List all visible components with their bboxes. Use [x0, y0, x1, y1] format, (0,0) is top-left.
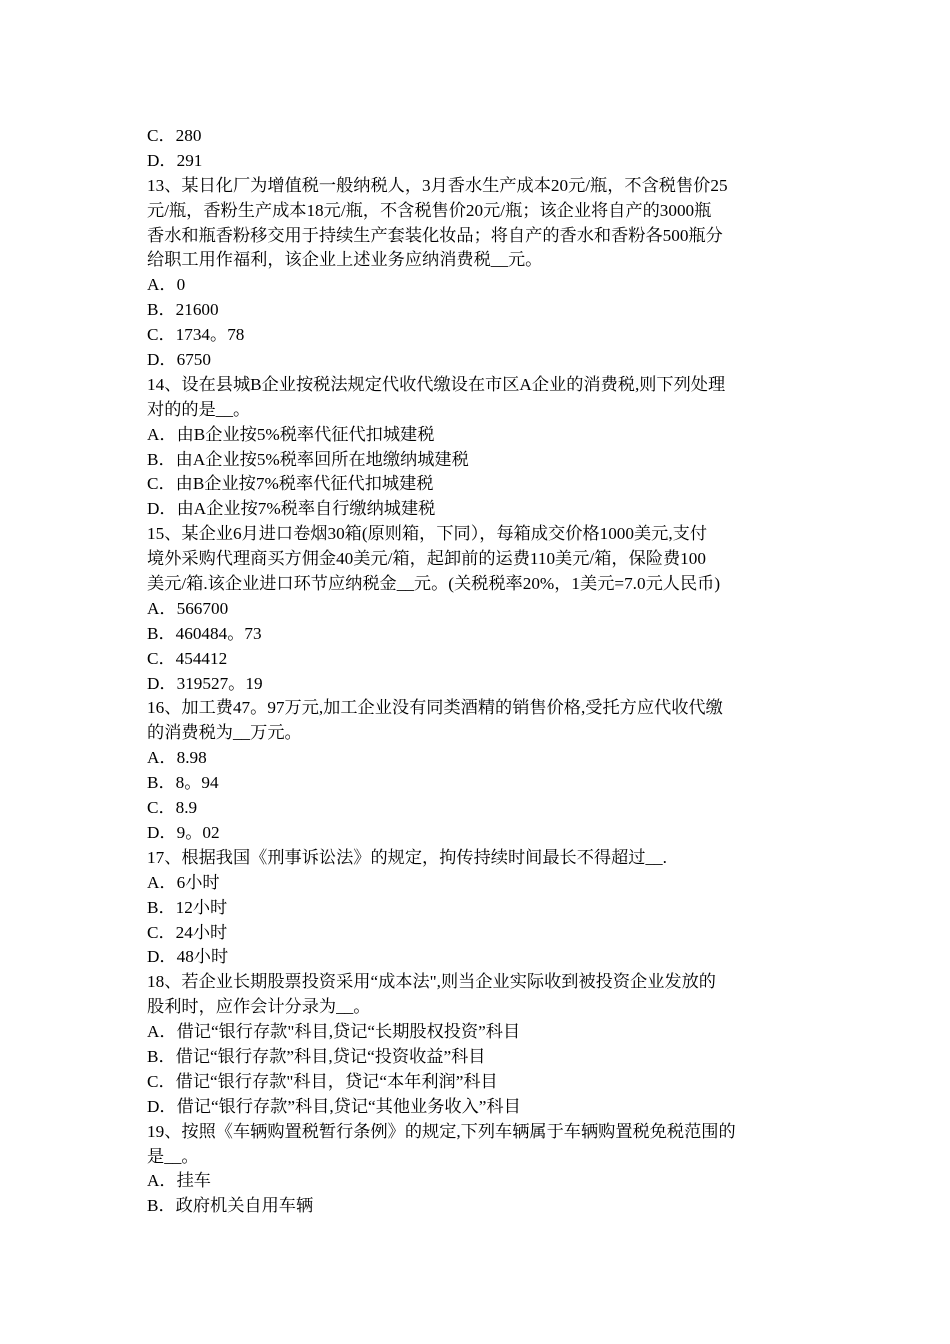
answer-option: D．291: [147, 150, 203, 170]
answer-option: B．21600: [147, 300, 219, 320]
question-text-line: 美元/箱.该企业进口环节应纳税金__元。(关税税率20%，1美元=7.0元人民币): [147, 574, 721, 594]
question-text-line: 19、按照《车辆购置税暂行条例》的规定,下列车辆属于车辆购置税免税范围的: [147, 1121, 736, 1141]
question-text-line: 18、若企业长期股票投资采用“成本法",则当企业实际收到被投资企业发放的: [147, 972, 716, 992]
question-text-line: 境外采购代理商买方佣金40美元/箱，起卸前的运费110美元/箱，保险费100: [147, 549, 706, 569]
document-page: [147, 124, 809, 1219]
answer-option: A．0: [147, 275, 186, 295]
question-text-line: 14、设在县城B企业按税法规定代收代缴设在市区A企业的消费税,则下列处理: [147, 374, 726, 394]
answer-option: B．政府机关自用车辆: [147, 1196, 314, 1216]
question-text-line: 给职工用作福利，该企业上述业务应纳消费税__元。: [147, 250, 543, 270]
answer-option: A．挂车: [147, 1171, 211, 1191]
question-text-line: 16、加工费47。97万元,加工企业没有同类酒精的销售价格,受托方应代收代缴: [147, 698, 723, 718]
answer-option: D．48小时: [147, 947, 229, 967]
question-text-line: 是__。: [147, 1146, 199, 1166]
answer-option: C．280: [147, 126, 202, 145]
question-text-line: 15、某企业6月进口卷烟30箱(原则箱，下同），每箱成交价格1000美元,支付: [147, 524, 708, 544]
answer-option: D．由A企业按7%税率自行缴纳城建税: [147, 499, 436, 519]
answer-option: C．借记“银行存款"科目，贷记“本年利润”科目: [147, 1071, 498, 1091]
answer-option: B．12小时: [147, 897, 228, 917]
question-text-line: 元/瓶，香粉生产成本18元/瓶，不含税售价20元/瓶；该企业将自产的3000瓶: [147, 200, 712, 220]
answer-option: C．由B企业按7%税率代征代扣城建税: [147, 474, 434, 494]
answer-option: A．由B企业按5%税率代征代扣城建税: [147, 424, 435, 444]
question-text-line: 对的的是__。: [147, 399, 251, 419]
answer-option: D．9。02: [147, 822, 220, 842]
answer-option: A．6小时: [147, 872, 220, 892]
answer-option: B．借记“银行存款”科目,贷记“投资收益”科目: [147, 1046, 486, 1066]
question-text-line: 股利时，应作会计分录为__。: [147, 997, 371, 1017]
answer-option: C．454412: [147, 648, 228, 668]
answer-option: A．8.98: [147, 748, 207, 768]
question-text-line: 13、某日化厂为增值税一般纳税人，3月香水生产成本20元/瓶，不含税售价25: [147, 175, 728, 195]
answer-option: A．566700: [147, 598, 229, 618]
answer-option: B．8。94: [147, 773, 219, 793]
answer-option: D．借记“银行存款”科目,贷记“其他业务收入”科目: [147, 1096, 521, 1116]
question-text-line: 17、根据我国《刑事诉讼法》的规定，拘传持续时间最长不得超过__.: [147, 847, 667, 867]
answer-option: A．借记“银行存款"科目,贷记“长期股权投资”科目: [147, 1022, 521, 1042]
answer-option: B．由A企业按5%税率回所在地缴纳城建税: [147, 449, 469, 469]
question-text-line: 的消费税为__万元。: [147, 723, 302, 743]
answer-option: C．24小时: [147, 922, 228, 942]
answer-option: C．8.9: [147, 798, 198, 818]
question-text-line: 香水和瓶香粉移交用于持续生产套装化妆品；将自产的香水和香粉各500瓶分: [147, 225, 723, 245]
answer-option: D．6750: [147, 350, 211, 370]
answer-option: B．460484。73: [147, 623, 262, 643]
answer-option: D．319527。19: [147, 673, 263, 693]
answer-option: C．1734。78: [147, 325, 245, 345]
